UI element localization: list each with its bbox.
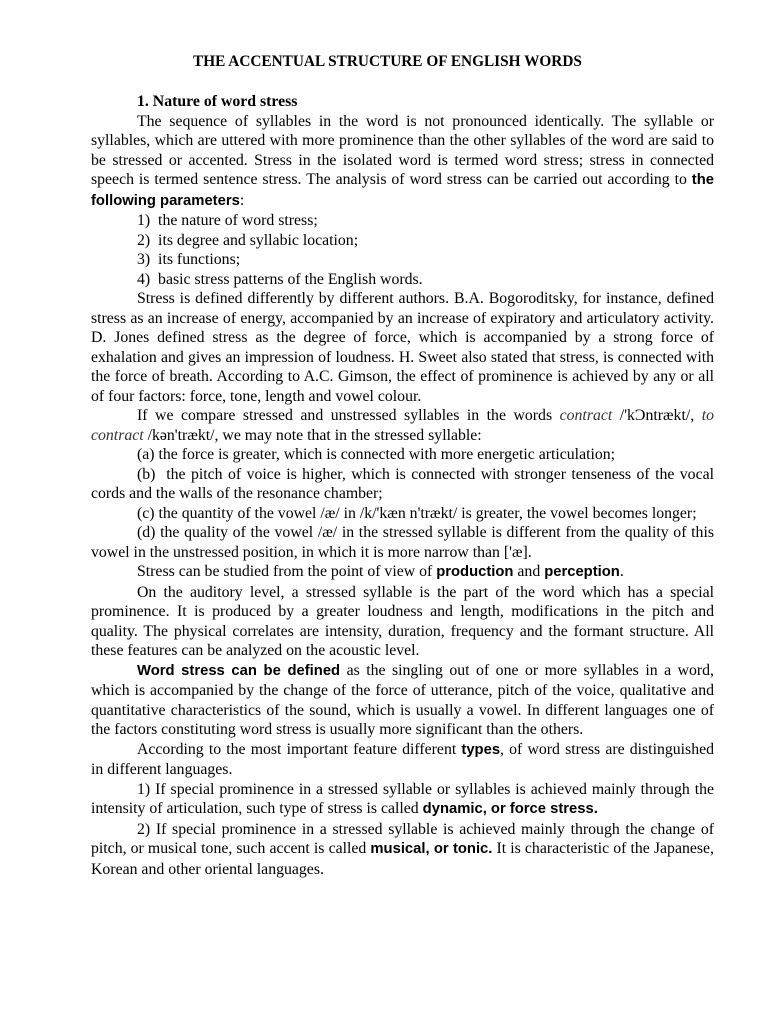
punctuation: . xyxy=(619,563,624,580)
paragraph-definitions: Stress is defined differently by different authors. B.A. Bogoroditsky, for instance, defined stress as an increase of energy, accompanied by an increase of expiratory and articulatory activity. D. Jones defined stress as the degree of force, which is accompanied by a strong force of exhalation and gives an impression of loudness. H. Sweet also stated that stress, is connected with the force of breath. According to A.C. Gimson, the effect of prominence is achieved by any or all of four factors: force, tone, length and vowel colour. xyxy=(91,290,714,405)
section-heading: 1. Nature of word stress xyxy=(137,93,298,110)
paragraph-text: It is characteristic of the Japanese, Korean and other oriental languages. xyxy=(91,840,714,878)
paragraph-word-stress xyxy=(91,661,714,740)
list-item: 2) its degree and syllabic location; xyxy=(137,231,359,249)
paragraph-dynamic xyxy=(91,780,714,820)
paragraph-types xyxy=(91,740,714,780)
paragraph-text: as the singling out of one or more syllables in a word, which is accompanied by the change of the force of utterance, pitch of the voice, qualitative and quantitative characteristics of the sound, which is usually a vowel. In different languages one of the factors constituting word stress is usually more significant than the others. xyxy=(91,661,714,738)
item-a: (a) the force is greater, which is connected with more energetic articulation; xyxy=(137,446,616,463)
paragraph-auditory: On the auditory level, a stressed syllable is the part of the word which has a special prominence. It is produced by a greater loudness and length, modifications in the pitch and quality. The physical correlates are intensity, duration, frequency and the formant structure. All these features can be analyzed on the acoustic level. xyxy=(91,583,714,659)
list-item: 1) the nature of word stress; xyxy=(137,212,318,229)
paragraph-text: According to the most important feature different xyxy=(137,740,462,758)
bold-phrase: types xyxy=(461,741,501,758)
paragraph-intro xyxy=(91,112,714,212)
paragraph-text: , of word stress are distinguished in different languages. xyxy=(91,740,715,778)
bold-phrase: the following parameters xyxy=(91,172,714,209)
item-b: (b) the pitch of voice is higher, which is connected with stronger tenseness of the vocal cords and the walls of the resonance chamber; xyxy=(91,465,714,502)
bold-phrase: Word stress can be defined xyxy=(137,662,341,679)
paragraph-text: and xyxy=(513,563,545,580)
list-item: 3) its functions; xyxy=(137,251,241,268)
bold-phrase: musical, or tonic. xyxy=(370,841,493,857)
transcription: /'kƆntrækt/, xyxy=(612,407,702,424)
bold-phrase: production xyxy=(436,564,514,580)
paragraph-text: /kən'trækt/, we may note that in the stressed syllable: xyxy=(143,426,482,444)
paragraph-musical xyxy=(91,820,714,880)
list-item: 4) basic stress patterns of the English words. xyxy=(137,270,423,288)
bold-phrase: dynamic, or force stress. xyxy=(422,801,598,817)
paragraph-production xyxy=(91,562,714,583)
punctuation: : xyxy=(239,191,245,209)
item-c: (c) the quantity of the vowel /æ/ in /k/'kæn n'trækt/ is greater, the vowel becomes longer; xyxy=(137,504,697,522)
example-word: contract xyxy=(559,407,613,424)
bold-phrase: perception xyxy=(544,564,620,580)
paragraph-text: If we compare stressed and unstressed syllables in the words xyxy=(137,407,560,424)
document-title: THE ACCENTUAL STRUCTURE OF ENGLISH WORDS xyxy=(193,53,582,70)
paragraph-text: The sequence of syllables in the word is not pronounced identically. The syllable or syllables, which are uttered with more prominence than the other syllables of the word are said to be stressed or accented. Stress in the isolated word is termed word stress; stress in connected speech is termed sentence stress. The analysis of word stress can be carried out according to xyxy=(91,112,714,188)
item-d: (d) the quality of the vowel /æ/ in the stressed syllable is different from the quality of this vowel in the unstressed position, in which it is more narrow than ['æ]. xyxy=(91,524,714,561)
paragraph-compare xyxy=(91,406,714,445)
example-word: to contract xyxy=(91,407,714,444)
paragraph-text: 2) If special prominence in a stressed syllable is achieved mainly through the change of pitch, or musical tone, such accent is called xyxy=(91,820,714,857)
paragraph-text: Stress can be studied from the point of view of xyxy=(137,563,437,580)
paragraph-text: 1) If special prominence in a stressed syllable or syllables is achieved mainly through the intensity of articulation, such type of stress is called xyxy=(91,780,714,817)
